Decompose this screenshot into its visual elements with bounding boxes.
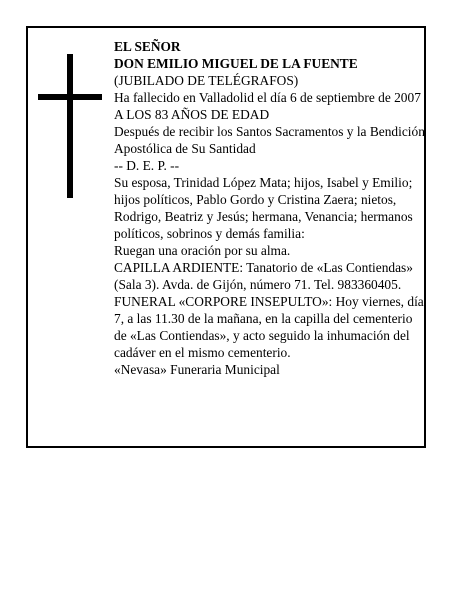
rest-in-peace: -- D. E. P. -- [114,158,180,173]
notice-title: EL SEÑOR [114,39,181,54]
deceased-name: DON EMILIO MIGUEL DE LA FUENTE [114,56,358,71]
sacraments-statement: Después de recibir los Santos Sacramentos y la Bendición Apostólica de Su Santidad [114,124,425,156]
funeral-info: FUNERAL «CORPORE INSEPULTO»: Hoy viernes, día 7, a las 11.30 de la mañana, en la capilla del cementerio de «Las Contiendas», y acto seguido la inhumación del cadáver en el mismo cementerio. [114,294,424,360]
cross-horizontal-bar [38,94,102,100]
obituary-notice [26,26,426,448]
prayer-request: Ruegan una oración por su alma. [114,243,291,258]
age-at-death: A LOS 83 AÑOS DE EDAD [114,107,270,122]
cross-vertical-bar [67,54,73,198]
funeral-home: «Nevasa» Funeraria Municipal [114,362,280,377]
chapel-info: CAPILLA ARDIENTE: Tanatorio de «Las Contiendas» (Sala 3). Avda. de Gijón, número 71. Tel. 983360405. [114,260,413,292]
cross-icon [38,54,102,198]
death-statement: Ha fallecido en Valladolid el día 6 de septiembre de 2007 [114,90,421,105]
notice-text [114,38,426,378]
deceased-occupation: (JUBILADO DE TELÉGRAFOS) [114,73,299,88]
family-list: Su esposa, Trinidad López Mata; hijos, Isabel y Emilio; hijos políticos, Pablo Gordo y Cristina Zaera; nietos, Rodrigo, Beatriz y Jesús; hermana, Venancia; hermanos políticos, sobrinos y demás familia: [114,175,413,241]
